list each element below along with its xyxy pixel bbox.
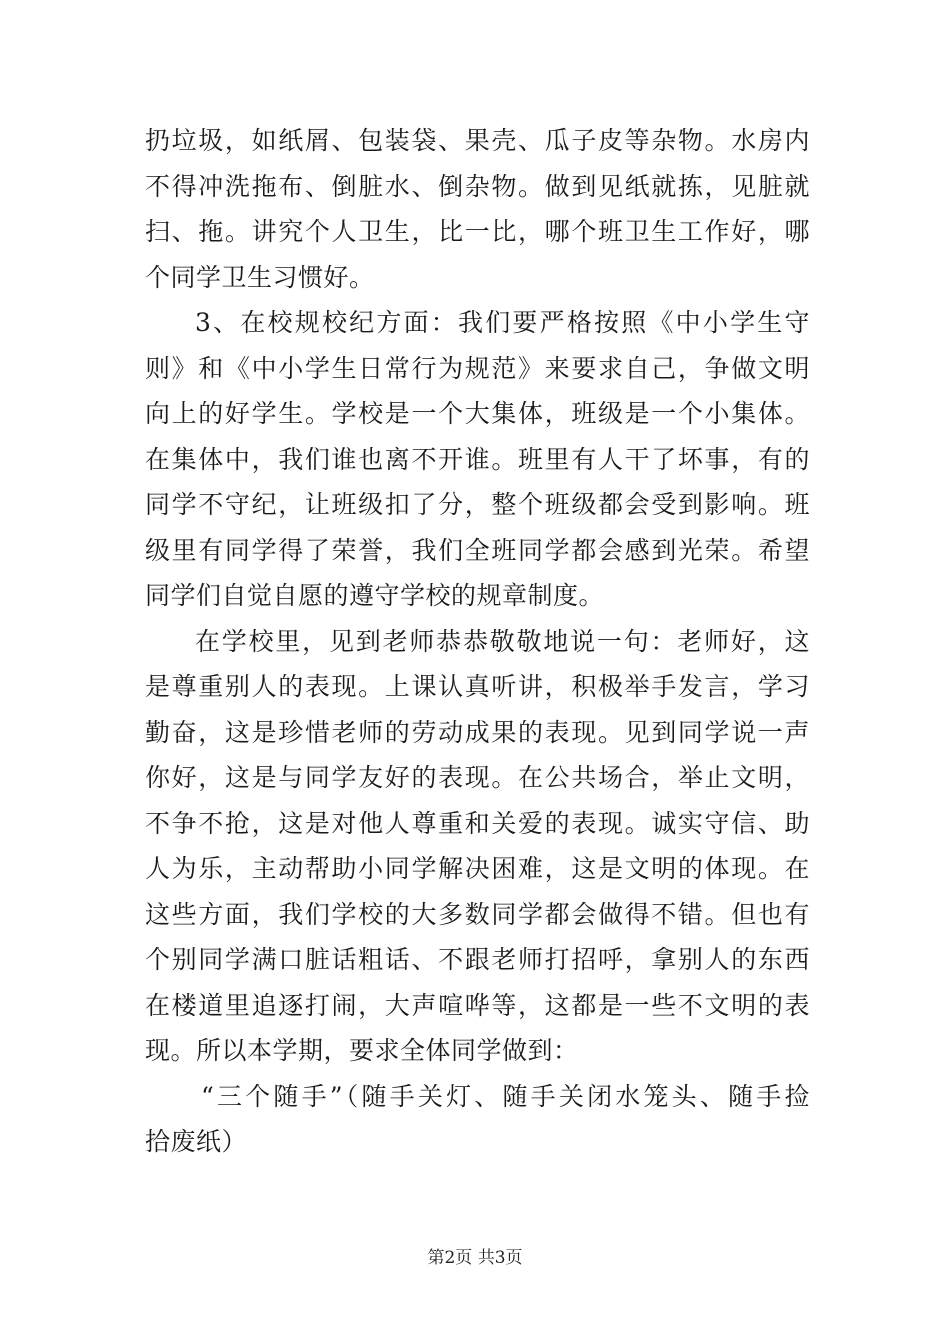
text-line: 同学们自觉自愿的遵守学校的规章制度。 (145, 581, 605, 610)
page-number: 第2页 共3页 (427, 1248, 523, 1268)
body-text (145, 118, 810, 1165)
text-line: 个别同学满口脏话粗话、不跟老师打招呼，拿别人的东西 (145, 945, 810, 974)
text-line: 不争不抢，这是对他人尊重和关爱的表现。诚实守信、助 (145, 808, 810, 838)
text-line: 级里有同学得了荣誉，我们全班同学都会感到光荣。希望 (145, 535, 810, 565)
text-line: 拾废纸） (145, 1127, 248, 1156)
text-line: 3、在校规校纪方面：我们要严格按照《中小学生守 (195, 308, 810, 337)
text-line: 扫、拖。讲究个人卫生，比一比，哪个班卫生工作好，哪 (145, 217, 810, 246)
text-line: 你好，这是与同学友好的表现。在公共场合，举止文明， (145, 763, 810, 792)
text-line: 向上的好学生。学校是一个大集体，班级是一个小集体。 (145, 399, 810, 428)
text-line: 在楼道里追逐打闹，大声喧哗等，这都是一些不文明的表 (145, 990, 810, 1020)
text-line: 扔垃圾，如纸屑、包装袋、果壳、瓜子皮等杂物。水房内 (145, 126, 810, 155)
text-line: 个同学卫生习惯好。 (145, 262, 375, 292)
text-line: 同学不守纪，让班级扣了分，整个班级都会受到影响。班 (145, 490, 810, 519)
text-line: 在集体中，我们谁也离不开谁。班里有人干了坏事，有的 (145, 444, 810, 474)
text-line: 现。所以本学期，要求全体同学做到： (145, 1036, 579, 1065)
text-line: “三个随手”（随手关灯、随手关闭水笼头、随手捡 (201, 1081, 810, 1111)
text-line: 勤奋，这是珍惜老师的劳动成果的表现。见到同学说一声 (145, 717, 810, 747)
text-line: 不得冲洗拖布、倒脏水、倒杂物。做到见纸就拣，见脏就 (145, 171, 810, 201)
text-line: 在学校里，见到老师恭恭敬敬地说一句：老师好，这 (195, 626, 810, 656)
text-line: 人为乐，主动帮助小同学解决困难，这是文明的体现。在 (145, 854, 810, 883)
text-line: 则》和《中小学生日常行为规范》来要求自己，争做文明 (145, 353, 810, 383)
text-line: 这些方面，我们学校的大多数同学都会做得不错。但也有 (145, 899, 810, 929)
text-line: 是尊重别人的表现。上课认真听讲，积极举手发言，学习 (145, 672, 810, 701)
